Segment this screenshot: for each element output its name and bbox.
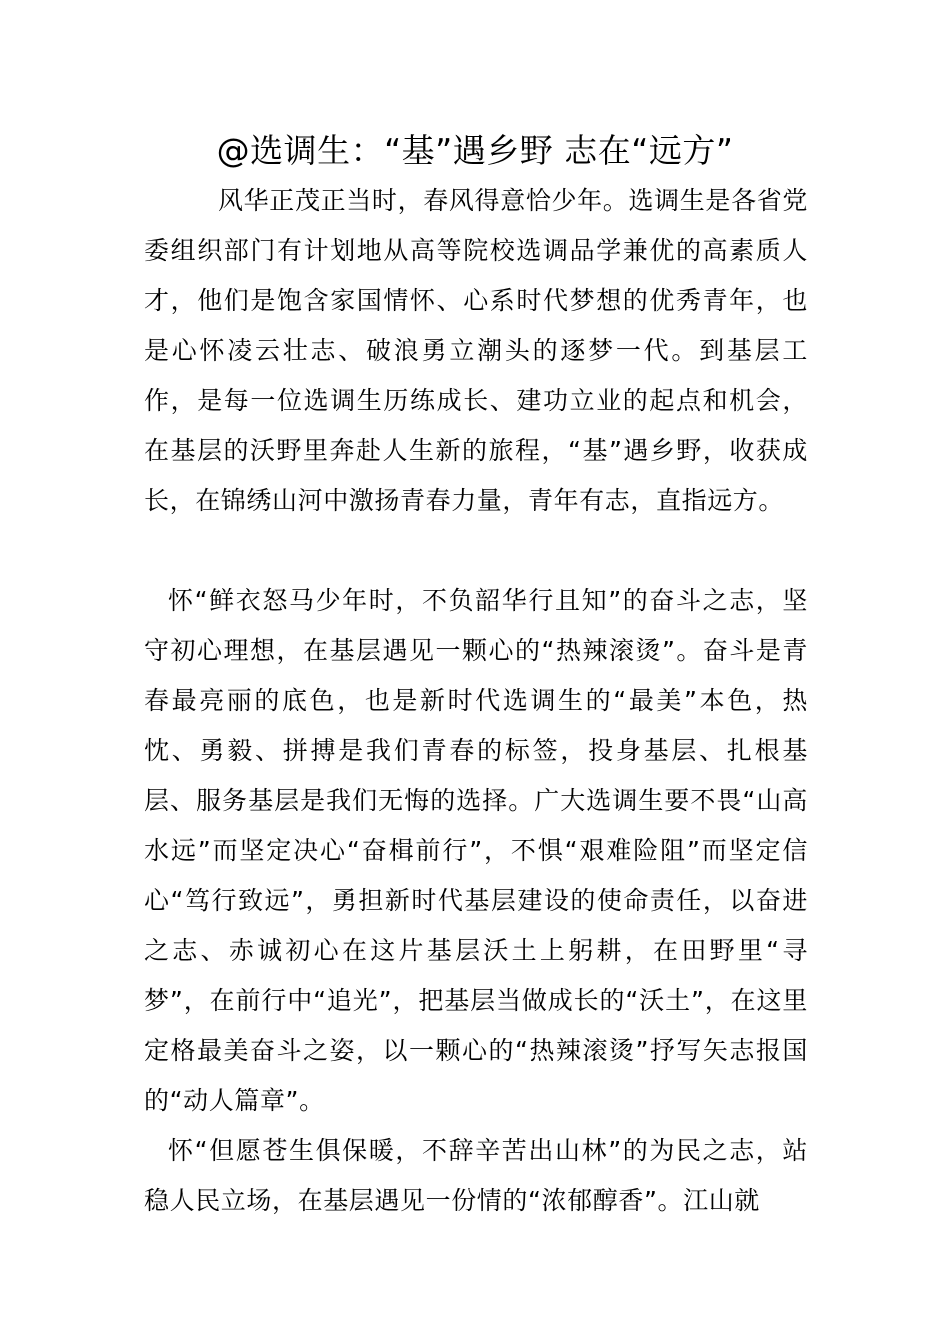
- document-title: @选调生：“基”遇乡野 志在“远方”: [216, 131, 734, 170]
- paragraph-3: 怀“但愿苍生俱保暖，不辞辛苦出山林”的为民之志，站稳人民立场，在基层遇见一份情的“浓郁醇香”。江山就: [144, 1136, 808, 1215]
- paragraph-1: 风华正茂正当时，春风得意恰少年。选调生是各省党委组织部门有计划地从高等院校选调品学兼优的高素质人才，他们是饱含家国情怀、心系时代梦想的优秀青年，也是心怀凌云壮志、破浪勇立潮头的逐梦一代。到基层工作，是每一位选调生历练成长、建功立业的起点和机会，在基层的沃野里奔赴人生新的旅程，“基”遇乡野，收获成长，在锦绣山河中激扬青春力量，青年有志，直指远方。: [144, 186, 808, 515]
- paragraph-2: 怀“鲜衣怒马少年时，不负韶华行且知”的奋斗之志，坚守初心理想，在基层遇见一颗心的“热辣滚烫”。奋斗是青春最亮丽的底色，也是新时代选调生的“最美”本色，热忱、勇毅、拼搏是我们青春的标签，投身基层、扎根基层、服务基层是我们无悔的选择。广大选调生要不畏“山高水远”而坚定决心“奋楫前行”，不惧“艰难险阻”而坚定信心“笃行致远”，勇担新时代基层建设的使命责任，以奋进之志、赤诚初心在这片基层沃土上躬耕，在田野里“寻梦”，在前行中“追光”，把基层当做成长的“沃土”，在这里定格最美奋斗之姿，以一颗心的“热辣滚烫”抒写矢志报国的“动人篇章”。: [144, 586, 808, 1115]
